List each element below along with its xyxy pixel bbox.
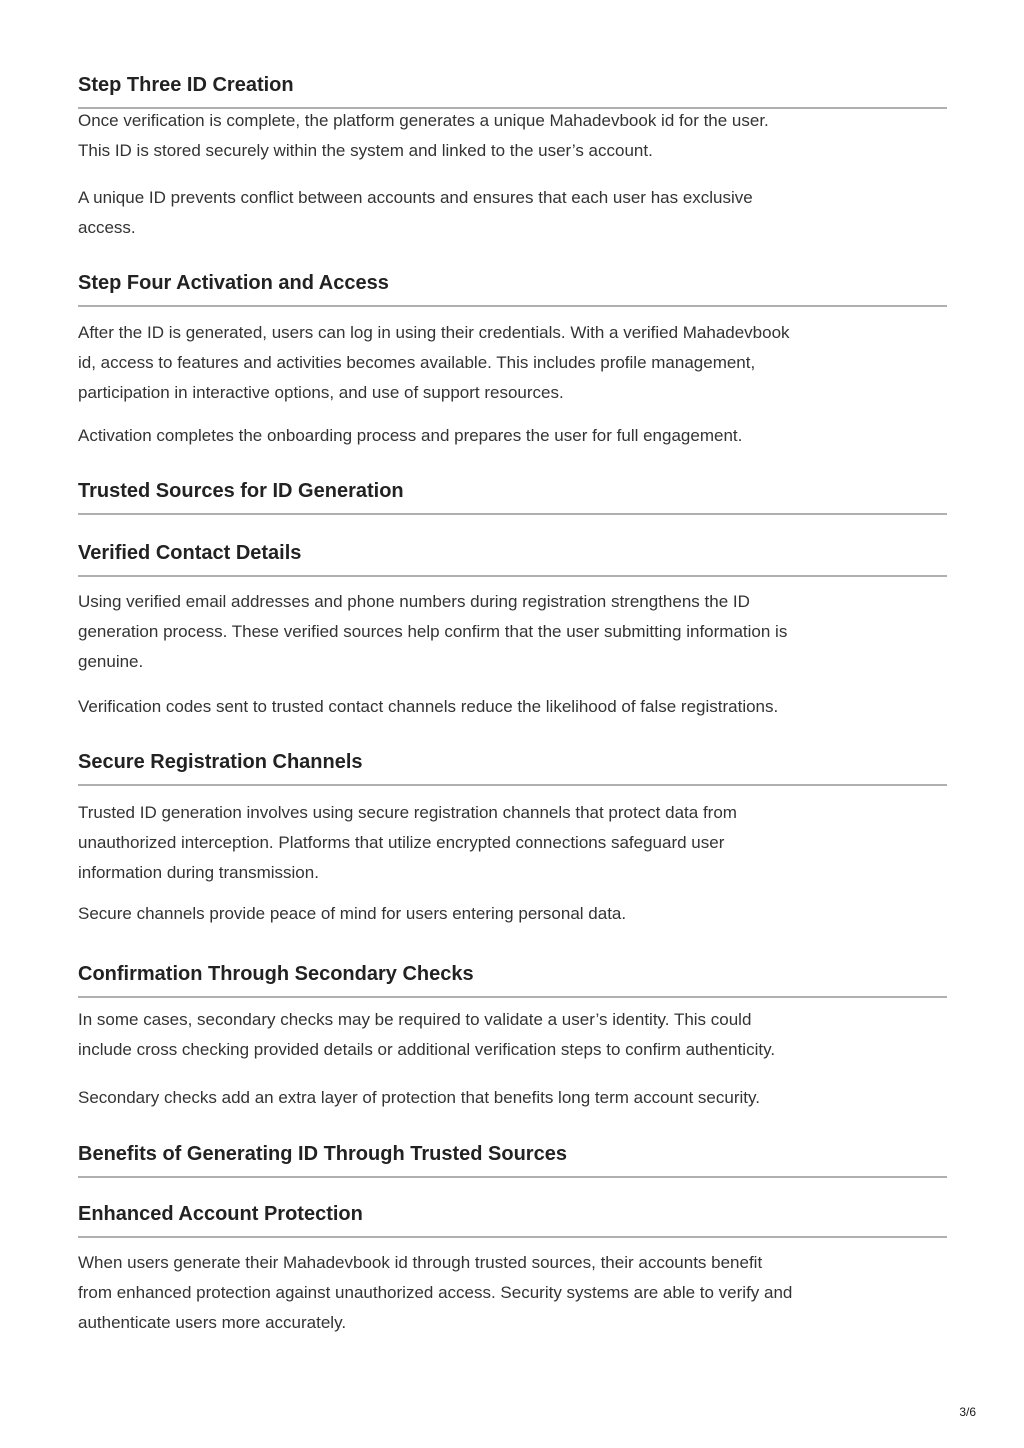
heading-trusted-sources-for-id-generation: Trusted Sources for ID Generation — [78, 479, 947, 515]
paragraph-id-creation-2: A unique ID prevents conflict between accounts and ensures that each user has exclusive access. — [78, 188, 753, 237]
heading-benefits-of-generating-id-through-trusted-sources: Benefits of Generating ID Through Trusted Sources — [78, 1142, 947, 1178]
paragraph-activation-1: After the ID is generated, users can log in using their credentials. With a verified Mahadevbook id, access to features and activities becomes available. This includes profile management, participation in interactive options, and use of support resources. — [78, 323, 790, 402]
heading-verified-contact-details: Verified Contact Details — [78, 541, 947, 577]
heading-step-three-id-creation: Step Three ID Creation — [78, 73, 947, 109]
heading-step-four-activation-and-access: Step Four Activation and Access — [78, 271, 947, 307]
heading-confirmation-through-secondary-checks: Confirmation Through Secondary Checks — [78, 962, 947, 998]
paragraph-secondary-checks-2: Secondary checks add an extra layer of protection that benefits long term account security. — [78, 1088, 760, 1107]
heading-secure-registration-channels: Secure Registration Channels — [78, 750, 947, 786]
paragraph-id-creation-1: Once verification is complete, the platform generates a unique Mahadevbook id for the user. This ID is stored securely within the system and linked to the user’s account. — [78, 111, 769, 160]
page-number: 3/6 — [959, 1405, 976, 1419]
paragraph-enhanced-protection-1: When users generate their Mahadevbook id through trusted sources, their accounts benefit from enhanced protection against unauthorized access. Security systems are able to verify and authenticate users more accurately. — [78, 1253, 793, 1332]
paragraph-secondary-checks-1: In some cases, secondary checks may be required to validate a user’s identity. This could include cross checking provided details or additional verification steps to confirm authenticity. — [78, 1010, 776, 1059]
paragraph-secure-channels-1: Trusted ID generation involves using secure registration channels that protect data from unauthorized interception. Platforms that utilize encrypted connections safeguard user information during transmission. — [78, 803, 737, 882]
heading-enhanced-account-protection: Enhanced Account Protection — [78, 1202, 947, 1238]
paragraph-verified-contact-1: Using verified email addresses and phone numbers during registration strengthens the ID generation process. These verified sources help confirm that the user submitting information is genuine. — [78, 592, 788, 671]
paragraph-activation-2: Activation completes the onboarding process and prepares the user for full engagement. — [78, 426, 743, 445]
paragraph-verified-contact-2: Verification codes sent to trusted contact channels reduce the likelihood of false registrations. — [78, 697, 779, 716]
paragraph-secure-channels-2: Secure channels provide peace of mind for users entering personal data. — [78, 904, 627, 923]
